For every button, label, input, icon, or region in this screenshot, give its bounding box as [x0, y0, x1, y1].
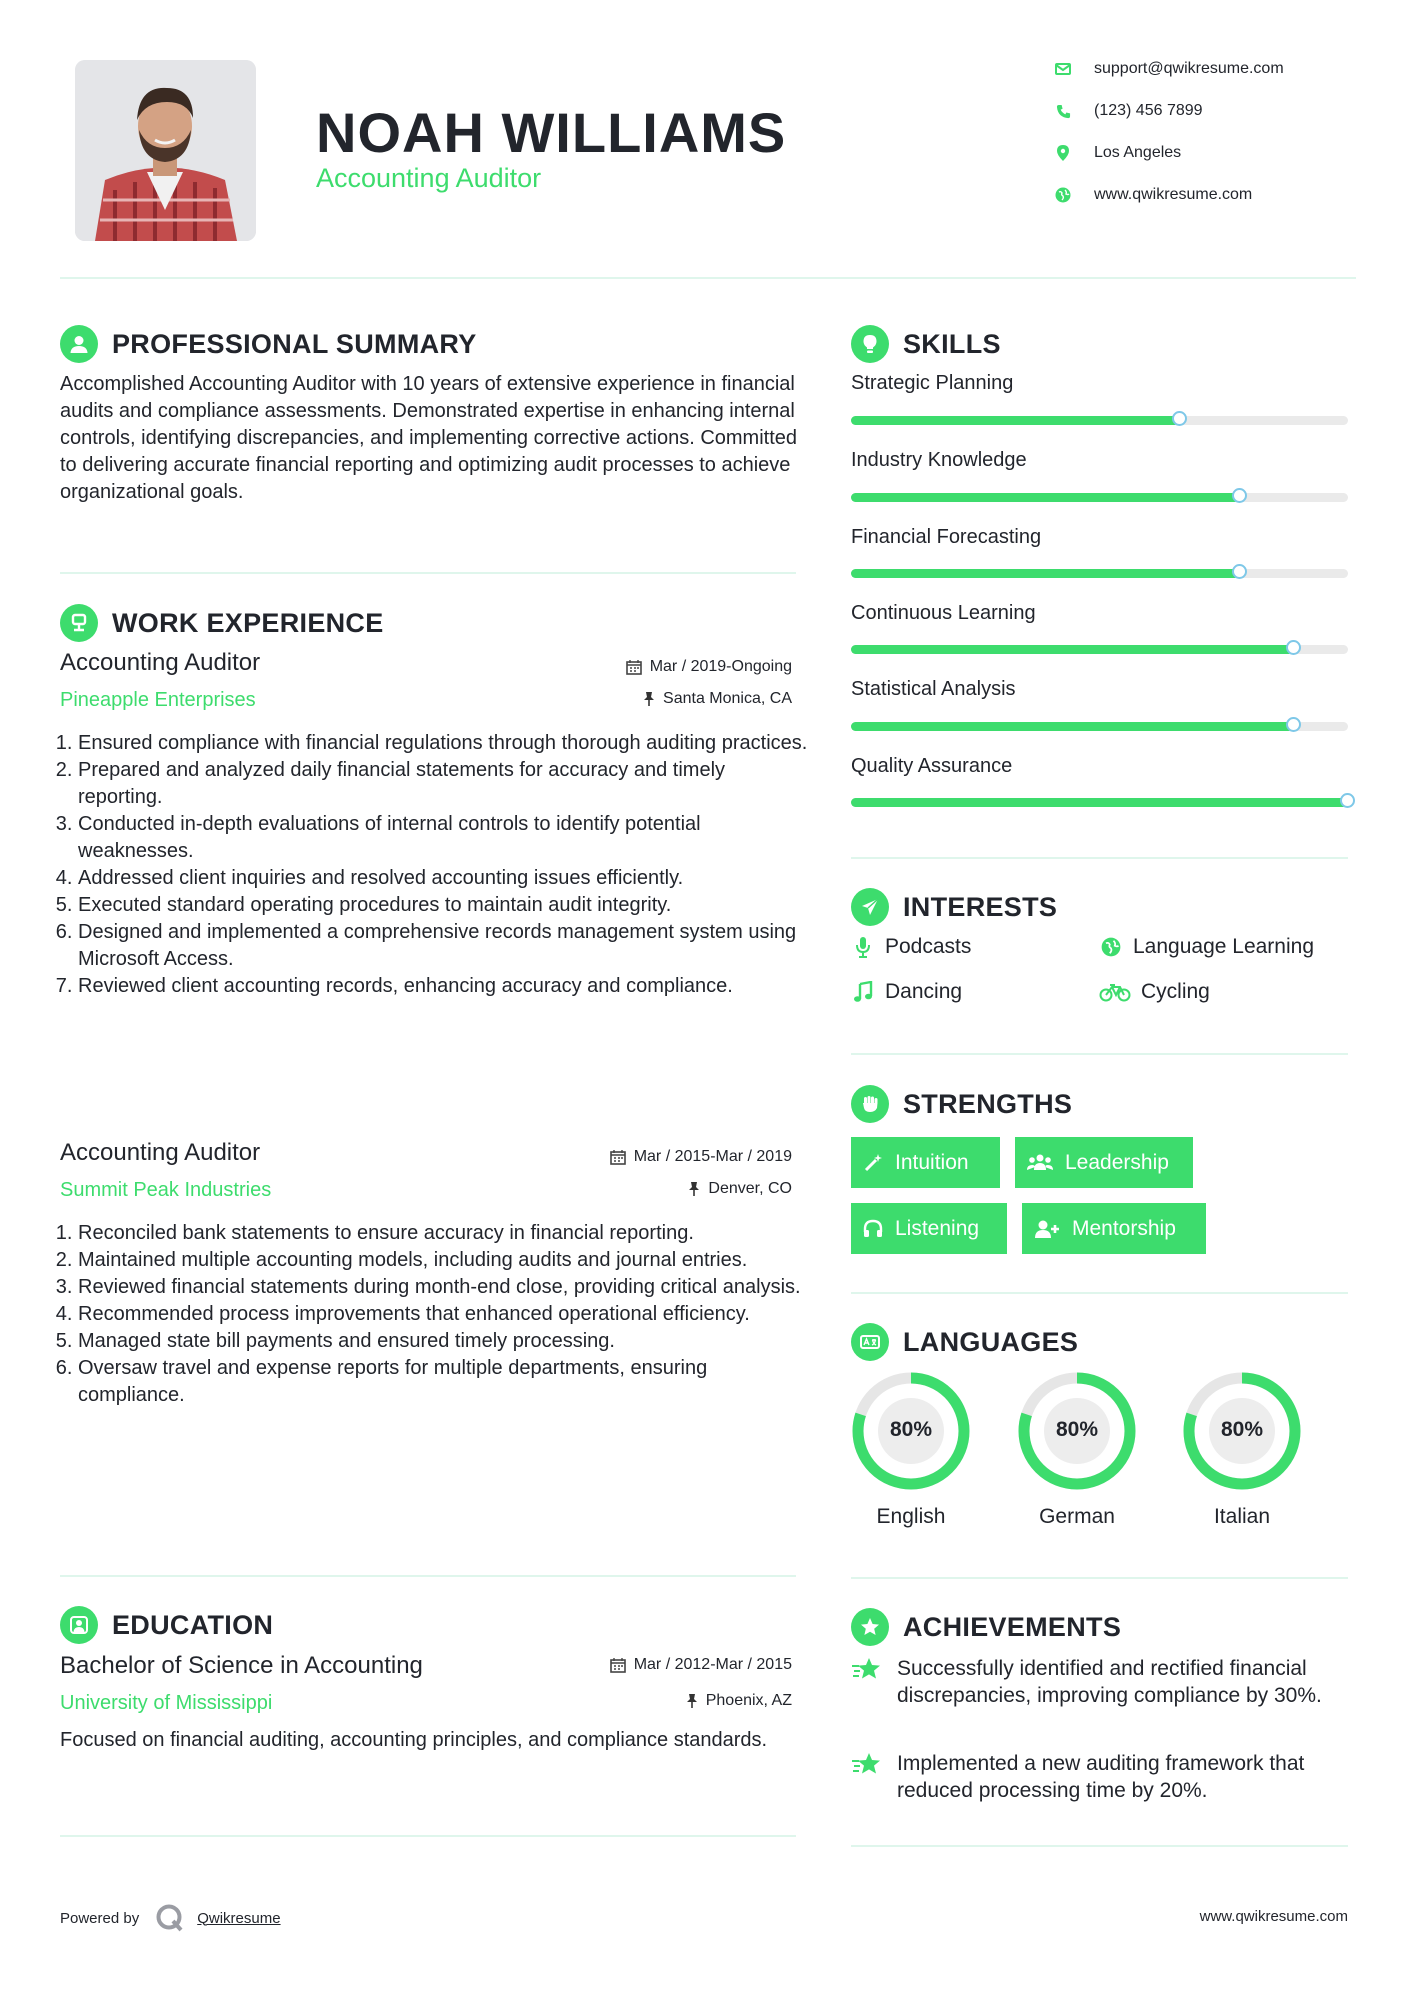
language-icon	[851, 1323, 889, 1361]
briefcase-icon	[60, 604, 98, 642]
skill-bar	[851, 722, 1348, 731]
education-description: Focused on financial auditing, accounting principles, and compliance standards.	[60, 1729, 768, 1751]
experience-heading	[60, 603, 384, 643]
skill-bar	[851, 798, 1348, 807]
achievements-heading	[851, 1607, 1121, 1647]
strength-tag	[851, 1203, 1007, 1254]
education-title: EDUCATION	[112, 1609, 274, 1640]
language-percent: 80%	[889, 1418, 933, 1441]
contact-website-text: www.qwikresume.com	[1094, 186, 1253, 203]
envelope-icon	[1054, 60, 1072, 78]
graduate-icon	[60, 1606, 98, 1644]
skill-bar-fill	[851, 645, 1293, 654]
strength-tag	[851, 1137, 1000, 1188]
skill-bar	[851, 645, 1348, 654]
skill-bar-knob	[1286, 640, 1301, 655]
achievement-text: Successfully identified and rectified financial discrepancies, improving compliance by 30%.	[897, 1657, 1322, 1707]
star-badge-icon	[851, 1608, 889, 1646]
job-1-company: Pineapple Enterprises	[60, 689, 256, 711]
powered-by-text: Powered by	[60, 1909, 140, 1927]
globe-icon	[1054, 186, 1072, 204]
education-location-text: Phoenix, AZ	[705, 1692, 792, 1709]
list-item: 3. Conducted in-depth evaluations of internal controls to identify potential weaknesses.	[78, 811, 808, 865]
achievements-title: ACHIEVEMENTS	[903, 1611, 1122, 1642]
education-degree: Bachelor of Science in Accounting	[60, 1652, 423, 1679]
summary-title: PROFESSIONAL SUMMARY	[112, 328, 477, 359]
skill-name: Continuous Learning	[851, 602, 1036, 624]
skill-bar-knob	[1340, 793, 1355, 808]
skill-bar-knob	[1172, 411, 1187, 426]
skill-bar-fill	[851, 493, 1239, 502]
skill-bar-fill	[851, 416, 1179, 425]
pushpin-icon	[688, 1181, 700, 1197]
list-item: 2. Maintained multiple accounting models, including audits and journal entries.	[78, 1247, 808, 1274]
list-item: 5. Executed standard operating procedures to maintain audit integrity.	[78, 892, 808, 919]
job-1-dates-text: Mar / 2019-Ongoing	[649, 658, 792, 675]
candidate-role: Accounting Auditor	[316, 163, 542, 193]
skill-bar-knob	[1232, 564, 1247, 579]
user-plus-icon	[1034, 1219, 1060, 1239]
candidate-name: NOAH WILLIAMS	[316, 101, 787, 164]
achievement-item	[851, 1655, 1351, 1709]
interest-label: Language Learning	[1133, 935, 1315, 958]
interest-label: Cycling	[1141, 980, 1210, 1003]
job-1-location	[520, 690, 792, 708]
job-1-duties	[60, 730, 808, 1000]
job-2-location	[520, 1180, 792, 1198]
magic-wand-icon	[863, 1153, 883, 1173]
music-note-icon	[851, 981, 875, 1003]
education-divider	[60, 1835, 796, 1837]
calendar-icon	[610, 1149, 626, 1165]
interests-heading	[851, 887, 1057, 927]
strengths-heading	[851, 1084, 1072, 1124]
strength-tag	[1022, 1203, 1206, 1254]
list-item: 1. Reconciled bank statements to ensure accuracy in financial reporting.	[78, 1220, 808, 1247]
achievements-divider	[851, 1845, 1348, 1847]
skill-name: Statistical Analysis	[851, 678, 1016, 700]
star-icon	[851, 1750, 885, 1804]
contact-email-text: support@qwikresume.com	[1094, 60, 1284, 77]
headphones-icon	[863, 1219, 883, 1239]
summary-text: Accomplished Accounting Auditor with 10 years of extensive experience in financial audits and compliance assessments. Demonstrated expertise in enhancing internal controls, identifying discrepancies, and implementing corrective actions. Committed to delivering accurate financial reporting and optimizing audit processes to achieve organizational goals.	[60, 373, 798, 503]
summary-divider	[60, 572, 796, 574]
skill-bar	[851, 416, 1348, 425]
interest-item	[851, 935, 971, 959]
qwikresume-logo-icon	[155, 1903, 185, 1933]
interest-label: Podcasts	[885, 935, 972, 958]
job-1-dates	[520, 658, 792, 676]
users-icon	[1027, 1153, 1053, 1173]
achievement-item	[851, 1750, 1351, 1804]
qwikresume-link[interactable]: Qwikresume	[197, 1909, 281, 1927]
education-school: University of Mississippi	[60, 1692, 273, 1714]
calendar-icon	[626, 659, 642, 675]
list-item: 2. Prepared and analyzed daily financial statements for accuracy and timely reporting.	[78, 757, 808, 811]
strength-label: Intuition	[895, 1150, 969, 1174]
skill-bar	[851, 569, 1348, 578]
education-location	[520, 1692, 792, 1710]
job-2-title: Accounting Auditor	[60, 1139, 261, 1166]
education-dates	[520, 1656, 792, 1674]
language-name: Italian	[1213, 1505, 1271, 1528]
globe-icon	[1099, 937, 1123, 957]
language-percent: 80%	[1220, 1418, 1264, 1441]
language-name: English	[876, 1505, 946, 1528]
contact-location	[1054, 141, 1374, 165]
microphone-icon	[851, 936, 875, 958]
strength-label: Leadership	[1065, 1150, 1169, 1174]
calendar-icon	[610, 1657, 626, 1673]
bicycle-icon	[1099, 982, 1131, 1002]
list-item: 3. Reviewed financial statements during month-end close, providing critical analysis.	[78, 1274, 808, 1301]
lightbulb-icon	[851, 325, 889, 363]
phone-icon	[1054, 102, 1072, 120]
paper-plane-icon	[851, 888, 889, 926]
footer-powered-by	[60, 1903, 281, 1933]
skills-heading	[851, 324, 1001, 364]
skill-name: Quality Assurance	[851, 755, 1013, 777]
strength-label: Mentorship	[1072, 1216, 1176, 1240]
job-2-dates-text: Mar / 2015-Mar / 2019	[633, 1148, 792, 1165]
list-item: 4. Addressed client inquiries and resolved accounting issues efficiently.	[78, 865, 808, 892]
achievement-text: Implemented a new auditing framework that reduced processing time by 20%.	[897, 1752, 1305, 1802]
skill-bar	[851, 493, 1348, 502]
skill-bar-fill	[851, 798, 1348, 807]
footer-website[interactable]: www.qwikresume.com	[1199, 1908, 1348, 1925]
job-2-dates	[520, 1148, 792, 1166]
job-2-duties	[60, 1220, 808, 1409]
skills-title: SKILLS	[903, 328, 1001, 359]
list-item: 7. Reviewed client accounting records, enhancing accuracy and compliance.	[78, 973, 808, 1000]
job-1-location-text: Santa Monica, CA	[663, 690, 792, 707]
contact-email[interactable]	[1054, 57, 1374, 81]
list-item: 6. Oversaw travel and expense reports for multiple departments, ensuring compliance.	[78, 1355, 808, 1409]
strength-tag	[1015, 1137, 1193, 1188]
fist-icon	[851, 1085, 889, 1123]
job-2-location-text: Denver, CO	[708, 1180, 792, 1197]
strengths-title: STRENGTHS	[903, 1088, 1073, 1119]
job-1-title: Accounting Auditor	[60, 649, 261, 676]
skill-name: Strategic Planning	[851, 372, 1014, 394]
languages-title: LANGUAGES	[903, 1326, 1079, 1357]
user-icon	[60, 325, 98, 363]
skill-name: Financial Forecasting	[851, 526, 1042, 548]
star-icon	[851, 1655, 885, 1709]
interest-item	[1099, 980, 1210, 1004]
pushpin-icon	[686, 1693, 698, 1709]
language-percent: 80%	[1055, 1418, 1099, 1441]
list-item: 5. Managed state bill payments and ensured timely processing.	[78, 1328, 808, 1355]
list-item: 4. Recommended process improvements that enhanced operational efficiency.	[78, 1301, 808, 1328]
education-dates-text: Mar / 2012-Mar / 2015	[633, 1656, 792, 1673]
list-item: 6. Designed and implemented a comprehensive records management system using Microsoft Access.	[78, 919, 808, 973]
interests-title: INTERESTS	[903, 891, 1058, 922]
contact-phone-text: (123) 456 7899	[1094, 102, 1203, 119]
contact-phone[interactable]	[1054, 99, 1374, 123]
skill-bar-fill	[851, 569, 1239, 578]
profile-photo-illustration	[75, 60, 256, 241]
header-divider	[60, 277, 1356, 279]
profile-photo	[75, 60, 256, 241]
summary-heading	[60, 324, 477, 364]
map-pin-icon	[1054, 144, 1072, 162]
interest-label: Dancing	[885, 980, 963, 1003]
job-2-company: Summit Peak Industries	[60, 1179, 272, 1201]
strengths-divider	[851, 1292, 1348, 1294]
interest-item	[1099, 935, 1314, 959]
skill-bar-fill	[851, 722, 1293, 731]
pushpin-icon	[643, 691, 655, 707]
education-heading	[60, 1605, 273, 1645]
languages-heading	[851, 1322, 1078, 1362]
contact-location-text: Los Angeles	[1094, 144, 1182, 161]
skill-bar-knob	[1286, 717, 1301, 732]
list-item: 1. Ensured compliance with financial regulations through thorough auditing practices.	[78, 730, 808, 757]
interests-divider	[851, 1053, 1348, 1055]
contact-website[interactable]	[1054, 183, 1374, 207]
skill-name: Industry Knowledge	[851, 449, 1027, 471]
interest-item	[851, 980, 962, 1004]
languages-divider	[851, 1577, 1348, 1579]
skills-divider	[851, 857, 1348, 859]
strength-label: Listening	[895, 1216, 980, 1240]
language-name: German	[1039, 1505, 1115, 1528]
skill-bar-knob	[1232, 488, 1247, 503]
experience-divider	[60, 1575, 796, 1577]
experience-title: WORK EXPERIENCE	[112, 607, 384, 638]
